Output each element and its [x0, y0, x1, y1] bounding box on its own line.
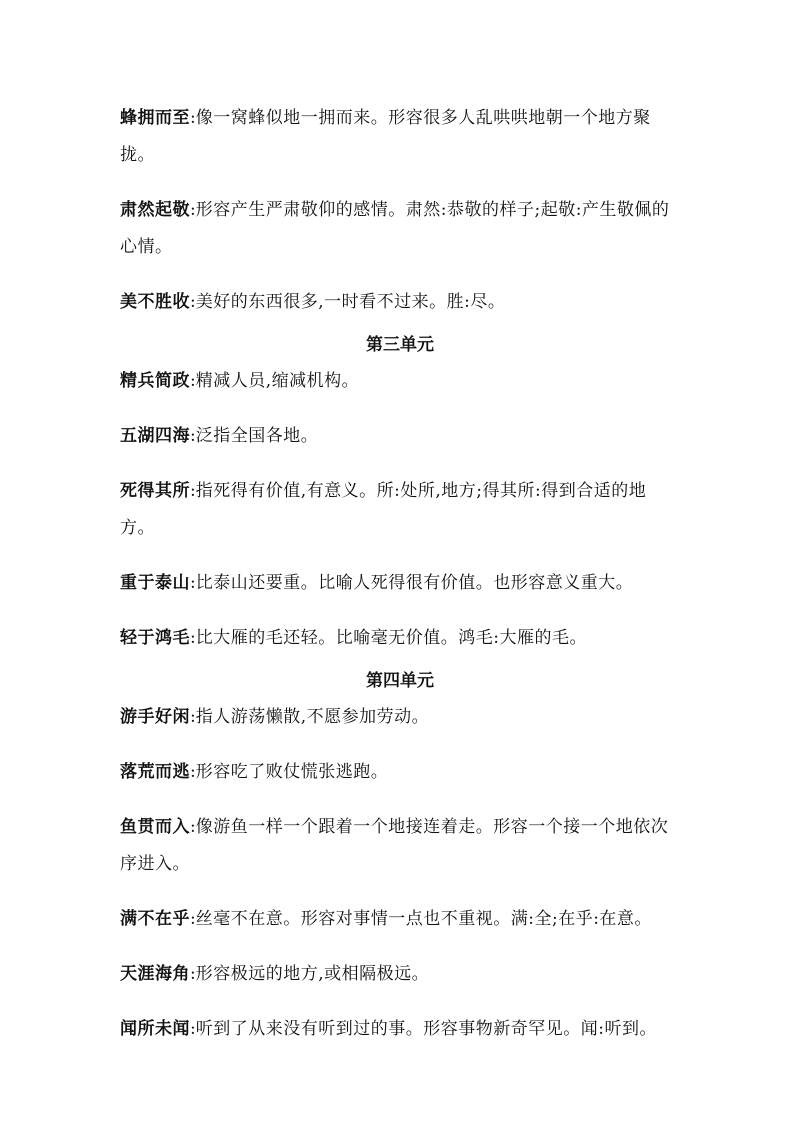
entry-you-shou-hao-xian	[120, 699, 680, 736]
section-heading-unit-3: 第三单元	[366, 335, 434, 355]
entry-definition: 像一窝蜂似地一拥而来。形容很多人乱哄哄地朝一个地方聚拢。	[120, 108, 651, 165]
vocabulary-list	[120, 100, 680, 1066]
entry-luo-huang-er-tao	[120, 754, 680, 791]
entry-separator: :	[190, 371, 196, 391]
entry-definition: 比泰山还要重。比喻人死得很有价值。也形容意义重大。	[195, 573, 634, 593]
entry-term: 天涯海角	[120, 964, 190, 984]
entry-tian-ya-hai-jiao	[120, 956, 680, 993]
entry-separator: :	[190, 573, 196, 593]
entry-term: 轻于鸿毛	[120, 628, 190, 648]
entry-term: 闻所未闻	[120, 1019, 190, 1039]
entry-definition: 泛指全国各地。	[195, 426, 319, 446]
entry-definition: 形容吃了败仗慌张逃跑。	[195, 762, 389, 782]
entry-term: 重于泰山	[120, 573, 190, 593]
entry-su-ran-qi-jing	[120, 192, 680, 266]
entry-separator: :	[190, 481, 196, 501]
entry-separator: :	[190, 628, 196, 648]
entry-definition: 听到了从来没有听到过的事。形容事物新奇罕见。闻:听到。	[195, 1019, 657, 1039]
entry-definition: 像游鱼一样一个跟着一个地接连着走。形容一个接一个地依次序进入。	[120, 817, 669, 874]
entry-term: 鱼贯而入	[120, 817, 190, 837]
entry-definition: 形容产生严肃敬仰的感情。肃然:恭敬的样子;起敬:产生敬佩的心情。	[120, 200, 670, 257]
entry-man-bu-zai-hu	[120, 901, 680, 938]
entry-definition: 精减人员,缩减机构。	[195, 371, 360, 391]
entry-definition: 指人游荡懒散,不愿参加劳动。	[195, 707, 430, 727]
entry-definition: 丝毫不在意。形容对事情一点也不重视。满:全;在乎:在意。	[195, 909, 652, 929]
entry-separator: :	[190, 1019, 196, 1039]
entry-term: 落荒而逃	[120, 762, 190, 782]
entry-feng-yong-er-zhi	[120, 100, 680, 174]
entry-si-de-qi-suo	[120, 473, 680, 547]
section-heading-unit-4: 第四单元	[366, 671, 434, 691]
entry-term: 满不在乎	[120, 909, 190, 929]
entry-separator: :	[190, 292, 196, 312]
entry-jing-bing-jian-zheng	[120, 363, 680, 400]
entry-wu-hu-si-hai	[120, 418, 680, 455]
entry-separator: :	[190, 909, 196, 929]
entry-term: 美不胜收	[120, 292, 190, 312]
entry-term: 肃然起敬	[120, 200, 190, 220]
entry-definition: 形容极远的地方,或相隔极远。	[195, 964, 430, 984]
entry-definition: 指死得有价值,有意义。所:处所,地方;得其所:得到合适的地方。	[120, 481, 647, 538]
entry-separator: :	[190, 762, 196, 782]
entry-yu-guan-er-ru	[120, 809, 680, 883]
entry-wen-suo-wei-wen	[120, 1011, 680, 1048]
entry-definition: 美好的东西很多,一时看不过来。胜:尽。	[195, 292, 506, 312]
entry-separator: :	[190, 200, 196, 220]
entry-separator: :	[190, 108, 196, 128]
entry-separator: :	[190, 707, 196, 727]
entry-term: 蜂拥而至	[120, 108, 190, 128]
entry-separator: :	[190, 426, 196, 446]
entry-definition: 比大雁的毛还轻。比喻毫无价值。鸿毛:大雁的毛。	[195, 628, 587, 648]
entry-term: 精兵简政	[120, 371, 190, 391]
entry-mei-bu-sheng-shou	[120, 284, 680, 321]
entry-term: 游手好闲	[120, 707, 190, 727]
entry-term: 五湖四海	[120, 426, 190, 446]
entry-separator: :	[190, 817, 196, 837]
entry-zhong-yu-tai-shan	[120, 565, 680, 602]
entry-separator: :	[190, 964, 196, 984]
entry-term: 死得其所	[120, 481, 190, 501]
entry-qing-yu-hong-mao	[120, 620, 680, 657]
